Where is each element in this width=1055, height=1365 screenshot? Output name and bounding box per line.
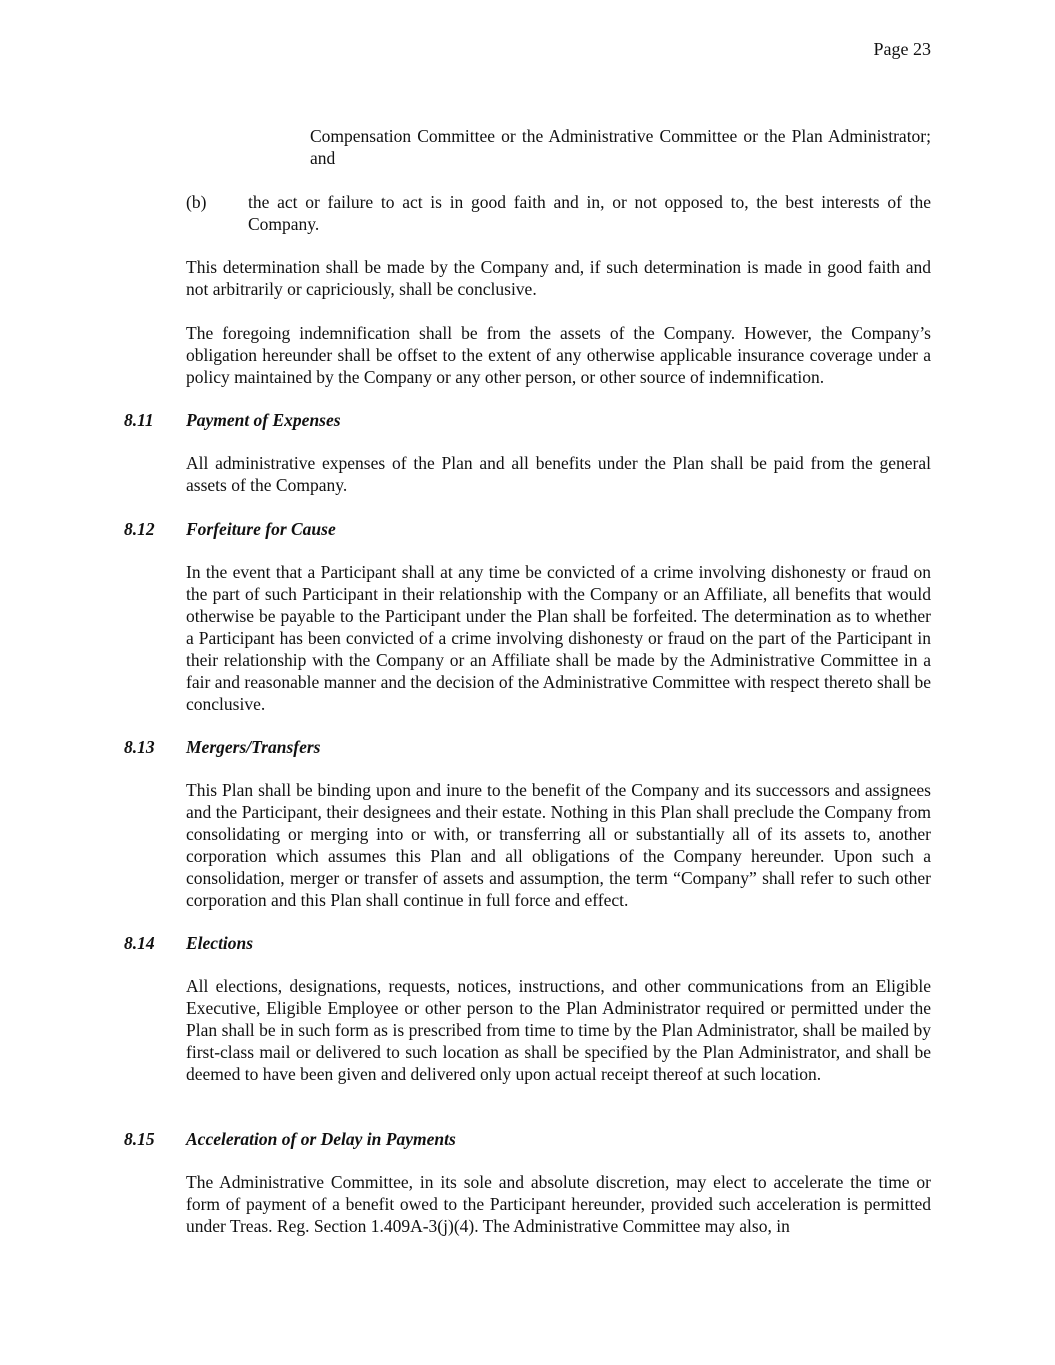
item-b-text: the act or failure to act is in good faith and in, or not opposed to, the best interests of the Company.	[248, 192, 931, 234]
determination-paragraph: This determination shall be made by the Company and, if such determination is made in good faith and not arbitrarily or capriciously, shall be conclusive.	[186, 257, 931, 299]
item-b-label: (b)	[186, 192, 207, 212]
section-8-13-number: 8.13	[124, 737, 155, 757]
section-8-13-body: This Plan shall be binding upon and inure to the benefit of the Company and its successors and assignees and the Participant, their designees and their estate. Nothing in this Plan shall preclude the Company from consolidating or merging into or with, or transferring all or substantially all of its assets to, another corporation which assumes this Plan and all obligations of the Company hereunder. Upon such a consolidation, merger or transfer of assets and assumption, the term “Company” shall refer to such other corporation and this Plan shall continue in full force and effect.	[186, 780, 931, 910]
section-8-14-title: Elections	[186, 933, 254, 953]
section-8-13-title: Mergers/Transfers	[186, 737, 321, 757]
section-8-12-title: Forfeiture for Cause	[186, 519, 336, 539]
section-8-12-number: 8.12	[124, 519, 155, 539]
section-8-11-number: 8.11	[124, 410, 154, 430]
continued-paragraph: Compensation Committee or the Administrative Committee or the Plan Administrator; and	[310, 126, 931, 168]
section-8-11-title: Payment of Expenses	[186, 410, 341, 430]
page-number: Page 23	[873, 39, 931, 59]
section-8-15-title: Acceleration of or Delay in Payments	[186, 1129, 456, 1149]
indemnification-paragraph: The foregoing indemnification shall be from the assets of the Company. However, the Company’s obligation hereunder shall be offset to the extent of any otherwise applicable insurance coverage under a policy maintained by the Company or any other person, or other source of indemnification.	[186, 323, 931, 387]
section-8-14-number: 8.14	[124, 933, 155, 953]
section-8-14-body: All elections, designations, requests, notices, instructions, and other communications from an Eligible Executive, Eligible Employee or other person to the Plan Administrator required or permitted under the Plan shall be in such form as is prescribed from time to time by the Plan Administrator, shall be mailed by first-class mail or delivered to such location as shall be specified by the Plan Administrator, and shall be deemed to have been given and delivered only upon actual receipt thereof at such location.	[186, 976, 931, 1084]
section-8-15-number: 8.15	[124, 1129, 155, 1149]
section-8-15-body: The Administrative Committee, in its sole and absolute discretion, may elect to accelerate the time or form of payment of a benefit owed to the Participant hereunder, provided such acceleration is permitted under Treas. Reg. Section 1.409A-3(j)(4). The Administrative Committee may also, in	[186, 1172, 931, 1236]
section-8-11-body: All administrative expenses of the Plan and all benefits under the Plan shall be paid from the general assets of the Company.	[186, 453, 931, 495]
section-8-12-body: In the event that a Participant shall at any time be convicted of a crime involving dishonesty or fraud on the part of such Participant in their relationship with the Company or an Affiliate, all benefits that would otherwise be payable to the Participant under the Plan shall be forfeited. The determination as to whether a Participant has been convicted of a crime involving dishonesty or fraud on the part of the Participant in their relationship with the Company or an Affiliate shall be made by the Administrative Committee in a fair and reasonable manner and the decision of the Administrative Committee with respect thereto shall be conclusive.	[186, 562, 931, 714]
